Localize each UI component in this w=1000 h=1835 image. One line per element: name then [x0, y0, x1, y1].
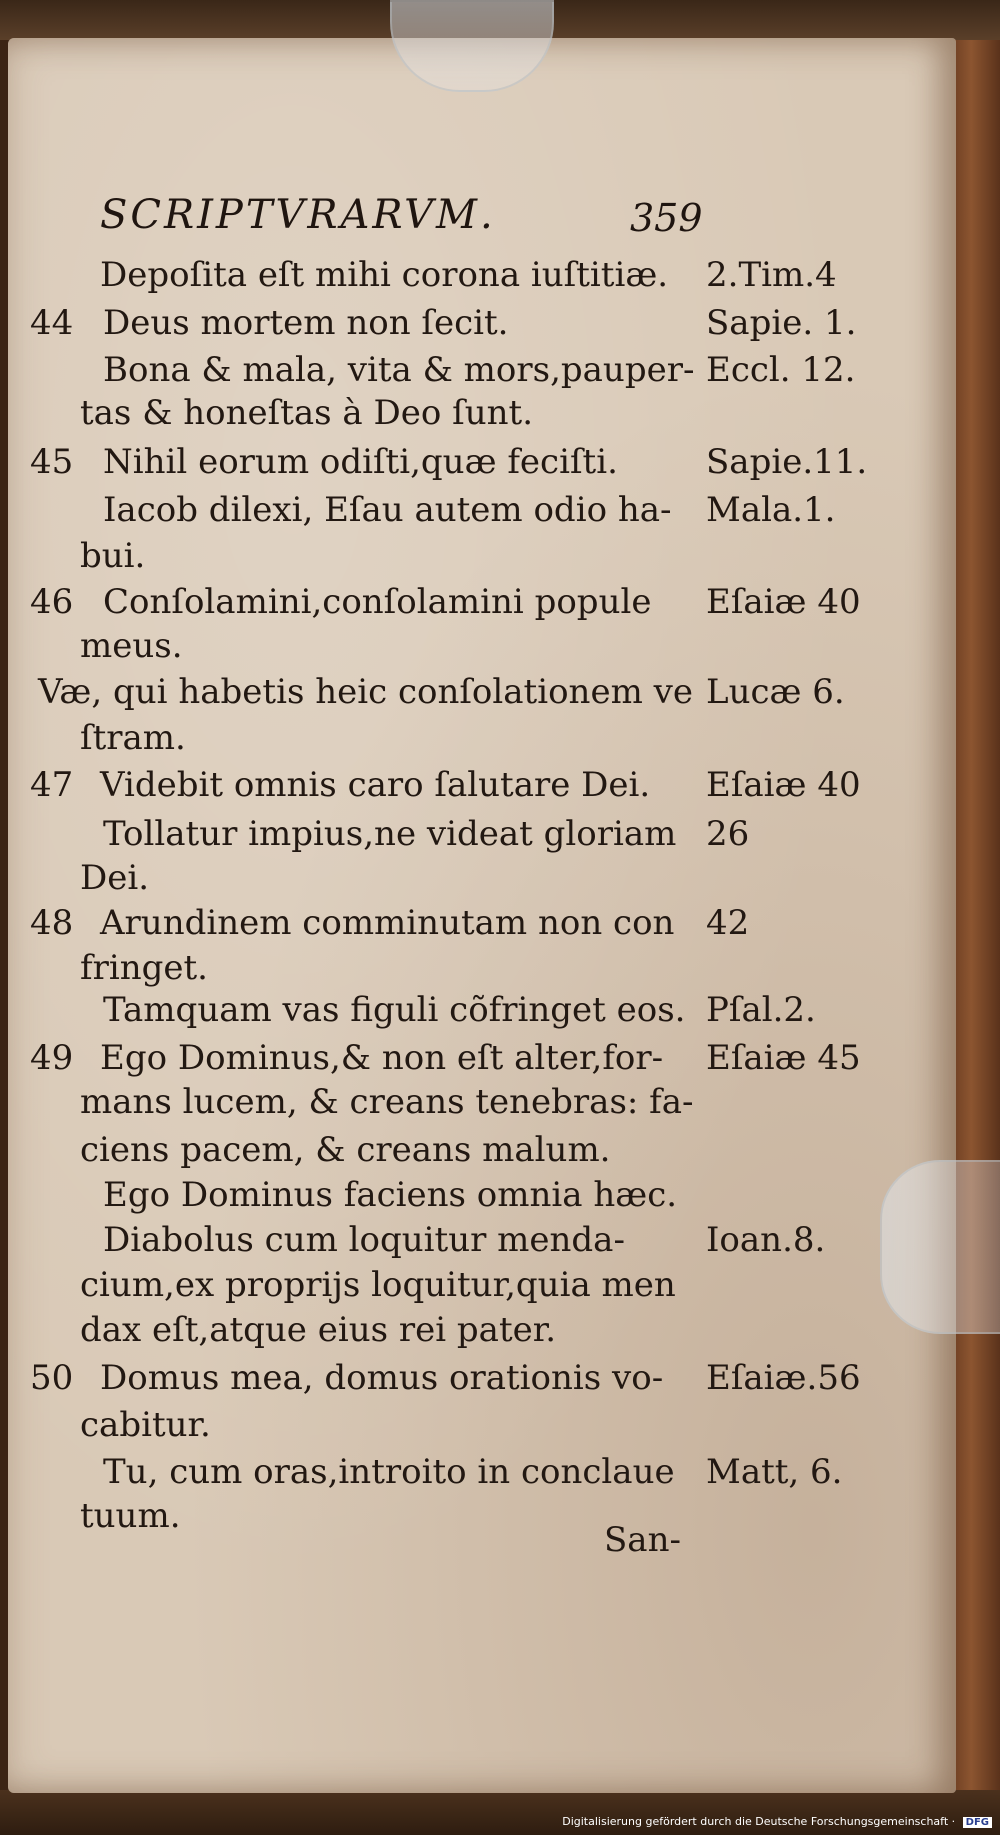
text-line: Domus mea, domus orationis vo- [100, 1358, 664, 1398]
verse-number: 45 [30, 442, 74, 482]
scripture-reference: Eſaiæ 40 [706, 765, 861, 805]
text-line: bui. [80, 536, 146, 576]
verse-number: 46 [30, 582, 74, 622]
text-line: tas & honeſtas à Deo ſunt. [80, 393, 534, 433]
text-line: Iacob dilexi, Eſau autem odio ha- [103, 490, 672, 530]
text-line: cabitur. [80, 1405, 211, 1445]
catchword: San- [604, 1520, 681, 1560]
page-number: 359 [630, 196, 703, 240]
credit-text: Digitalisierung gefördert durch die Deutsche Forschungsgemeinschaft · [562, 1815, 956, 1828]
text-line: Conſolamini,conſolamini popule [103, 582, 652, 622]
text-line: ciens pacem, & creans malum. [80, 1130, 611, 1170]
running-head: SCRIPTVRARVM. [100, 192, 496, 238]
text-line: meus. [80, 626, 183, 666]
text-line: Væ, qui habetis heic conſolationem ve [38, 672, 693, 712]
text-line: ſtram. [80, 718, 186, 758]
scripture-reference: Sapie.11. [706, 442, 868, 482]
verse-number: 48 [30, 903, 74, 943]
scripture-reference: 2.Tim.4 [706, 255, 837, 295]
dfg-logo: DFG [963, 1817, 992, 1828]
verse-number: 50 [30, 1358, 74, 1398]
text-line: Ego Dominus faciens omnia hæc. [103, 1175, 678, 1215]
verse-number: 44 [30, 303, 74, 343]
text-line: cium,ex proprijs loquitur,quia men [80, 1265, 676, 1305]
text-line: Arundinem comminutam non con [100, 903, 675, 943]
text-line: Videbit omnis caro ſalutare Dei. [100, 765, 651, 805]
text-line: dax eſt,atque eius rei pater. [80, 1310, 557, 1350]
text-line: Tu, cum oras,introito in conclaue [103, 1452, 675, 1492]
book-bottom-edge [0, 1790, 1000, 1835]
text-line: Tamquam vas figuli cõfringet eos. [103, 990, 686, 1030]
scripture-reference: Eſaiæ.56 [706, 1358, 861, 1398]
scripture-reference: Eccl. 12. [706, 350, 856, 390]
glass-clip-right [880, 1160, 1000, 1334]
scripture-reference: Sapie. 1. [706, 303, 857, 343]
verse-number: 49 [30, 1038, 74, 1078]
text-line: Tollatur impius,ne videat gloriam [103, 814, 677, 854]
text-line: tuum. [80, 1496, 181, 1536]
text-line: mans lucem, & creans tenebras: fa- [80, 1082, 694, 1122]
digitization-credit [562, 1815, 992, 1828]
text-line: Nihil eorum odiſti,quæ feciſti. [103, 442, 618, 482]
scripture-reference: 26 [706, 814, 750, 854]
scripture-reference: Pſal.2. [706, 990, 816, 1030]
scripture-reference: Eſaiæ 45 [706, 1038, 861, 1078]
verse-number: 47 [30, 765, 74, 805]
scripture-reference: Matt, 6. [706, 1452, 843, 1492]
text-line: Ego Dominus,& non eſt alter,for- [100, 1038, 664, 1078]
scripture-reference: Lucæ 6. [706, 672, 845, 712]
text-line: Bona & mala, vita & mors,pauper- [103, 350, 695, 390]
text-line: Diabolus cum loquitur menda- [103, 1220, 625, 1260]
text-line: Depoſita eſt mihi corona iuſtitiæ. [100, 255, 669, 295]
text-line: Dei. [80, 858, 150, 898]
book-fore-edge [952, 40, 1000, 1790]
scripture-reference: Ioan.8. [706, 1220, 826, 1260]
text-line: fringet. [80, 948, 208, 988]
scripture-reference: Mala.1. [706, 490, 836, 530]
scripture-reference: 42 [706, 903, 750, 943]
scripture-reference: Eſaiæ 40 [706, 582, 861, 622]
text-line: Deus mortem non ſecit. [103, 303, 509, 343]
